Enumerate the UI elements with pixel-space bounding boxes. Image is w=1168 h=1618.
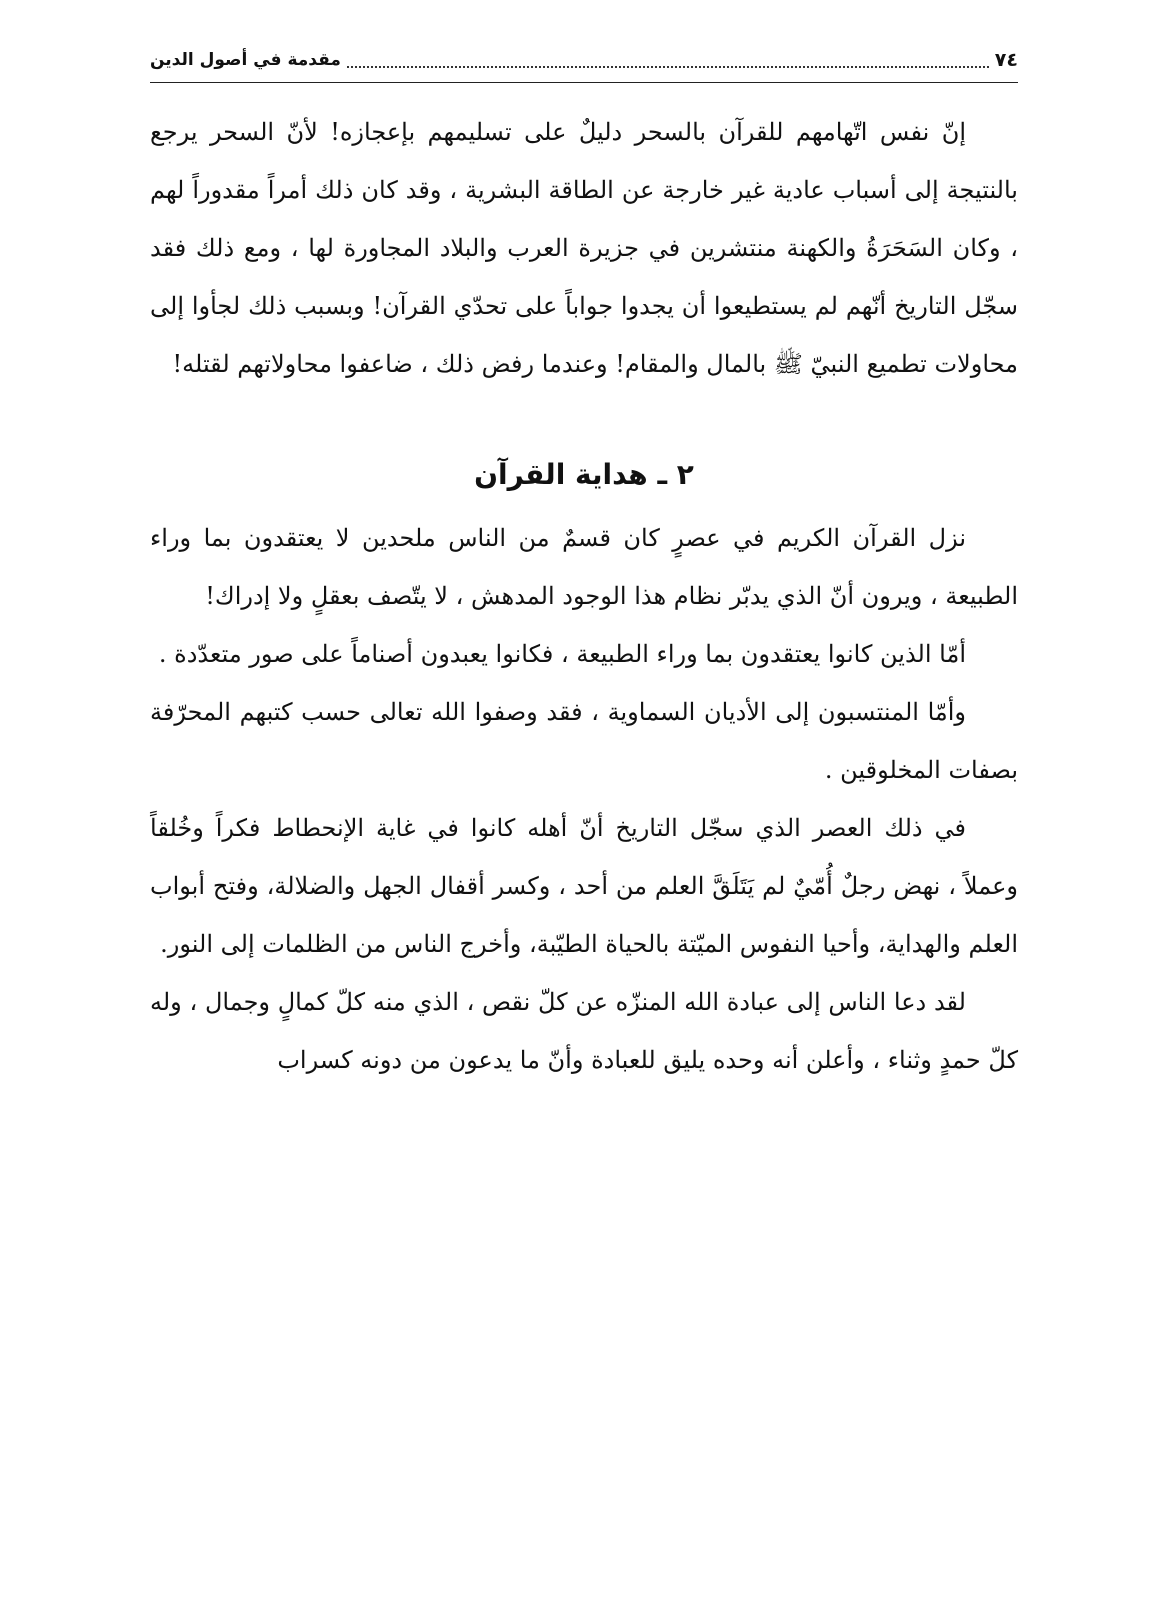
paragraph-5: لقد دعا الناس إلى عبادة الله المنزّه عن كلّ نقص ، الذي منه كلّ كمالٍ وجمال ، وله كلّ حمدٍ وثناء ، وأعلن أنه وحده يليق للعبادة وأنّ ما يدعون من دونه كسراب [150,988,1018,1074]
page-number: ٧٤ [994,49,1018,71]
intro-block [150,103,1018,393]
book-title: مقدمة في أصول الدين [150,50,341,70]
section-heading: ٢ ـ هداية القرآن [474,458,694,491]
paragraph-4: في ذلك العصر الذي سجّل التاريخ أنّ أهله كانوا في غاية الإنحطاط فكراً وخُلقاً وعملاً ، نهض رجلٌ أُمّيٌ لم يَتَلَقَّ العلم من أحد ، وكسر أقفال الجهل والضلالة، وفتح أبواب العلم والهداية، وأحيا النفوس الميّتة بالحياة الطيّبة، وأخرج الناس من الظلمات إلى النور. [150,814,1018,958]
paragraph-3: وأمّا المنتسبون إلى الأديان السماوية ، فقد وصفوا الله تعالى حسب كتبهم المحرّفة بصفات المخلوقين . [150,698,1018,784]
paragraph-2: أمّا الذين كانوا يعتقدون بما وراء الطبيعة ، فكانوا يعبدون أصناماً على صور متعدّدة . [158,640,966,668]
book-page [150,40,1018,1089]
intro-paragraph: إنّ نفس اتّهامهم للقرآن بالسحر دليلٌ على تسليمهم بإعجازه! لأنّ السحر يرجع بالنتيجة إلى أسباب عادية غير خارجة عن الطاقة البشرية ، وقد كان ذلك أمراً مقدوراً لهم ، وكان السَحَرَةُ والكهنة منتشرين في جزيرة العرب والبلاد المجاورة لها ، ومع ذلك فقد سجّل التاريخ أنّهم لم يستطيعوا أن يجدوا جواباً على تحدّي القرآن! وبسبب ذلك لجأوا إلى محاولات تطميع النبيّ ﷺ بالمال والمقام! وعندما رفض ذلك ، ضاعفوا محاولاتهم لقتله! [150,118,1018,378]
paragraph-1: نزل القرآن الكريم في عصرٍ كان قسمٌ من الناس ملحدين لا يعتقدون بما وراء الطبيعة ، ويرون أنّ الذي يدبّر نظام هذا الوجود المدهش ، لا يتّصف بعقلٍ ولا إدراك! [150,524,1018,610]
running-header [150,40,1018,83]
section-body [150,509,1018,1089]
leader-dots [347,52,989,68]
